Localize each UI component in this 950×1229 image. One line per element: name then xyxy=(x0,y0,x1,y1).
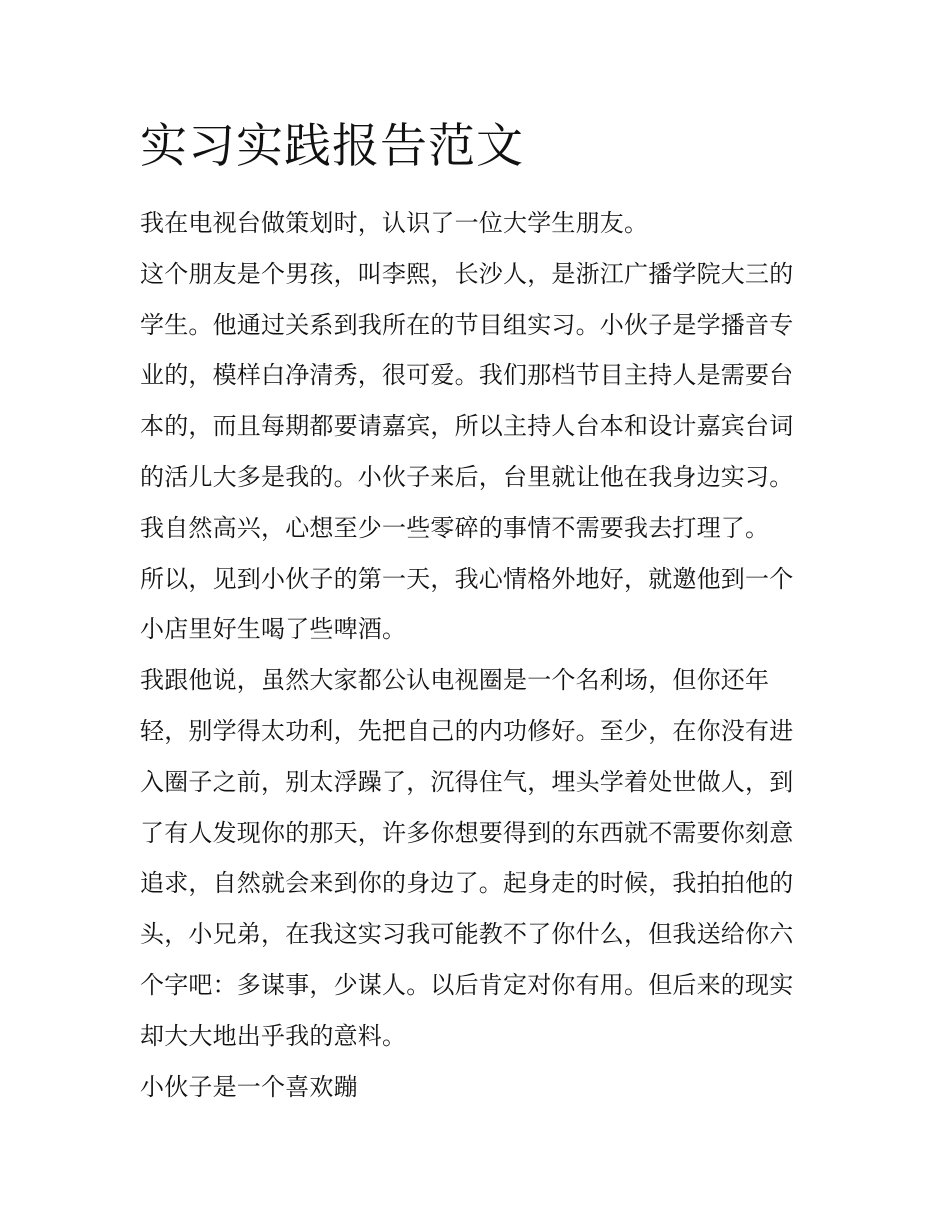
text-line: 轻，别学得太功利，先把自己的内功修好。至少，在你没有进 xyxy=(140,716,794,745)
text-line: 我跟他说，虽然大家都公认电视圈是一个名利场，但你还年 xyxy=(140,666,770,695)
text-line: 本的，而且每期都要请嘉宾，所以主持人台本和设计嘉宾台词 xyxy=(140,412,794,441)
text-line: 这个朋友是个男孩，叫李熙，长沙人，是浙江广播学院大三的 xyxy=(140,259,794,288)
text-line: 入圈子之前，别太浮躁了，沉得住气，埋头学着处世做人，到 xyxy=(140,767,794,796)
text-line: 所以，见到小伙子的第一天，我心情格外地好，就邀他到一个 xyxy=(140,564,794,593)
text-line: 追求，自然就会来到你的身边了。起身走的时候，我拍拍他的 xyxy=(140,869,794,898)
text-line: 小伙子是一个喜欢蹦 xyxy=(140,1072,358,1101)
document-body xyxy=(140,198,830,1112)
text-line: 头，小兄弟，在我这实习我可能教不了你什么，但我送给你六 xyxy=(140,920,794,949)
text-line: 的活儿大多是我的。小伙子来后，台里就让他在我身边实习。 xyxy=(140,462,794,491)
document-title: 实习实践报告范文 xyxy=(140,119,524,174)
text-line: 业的，模样白净清秀，很可爱。我们那档节目主持人是需要台 xyxy=(140,361,794,390)
text-line: 我自然高兴，心想至少一些零碎的事情不需要我去打理了。 xyxy=(140,513,770,542)
text-line: 个字吧：多谋事，少谋人。以后肯定对你有用。但后来的现实 xyxy=(140,970,794,999)
text-line: 却大大地出乎我的意料。 xyxy=(140,1021,407,1050)
text-line: 了有人发现你的那天，许多你想要得到的东西就不需要你刻意 xyxy=(140,818,794,847)
text-line: 小店里好生喝了些啤酒。 xyxy=(140,615,407,644)
text-line: 我在电视台做策划时，认识了一位大学生朋友。 xyxy=(140,209,649,237)
text-line: 学生。他通过关系到我所在的节目组实习。小伙子是学播音专 xyxy=(140,310,794,339)
